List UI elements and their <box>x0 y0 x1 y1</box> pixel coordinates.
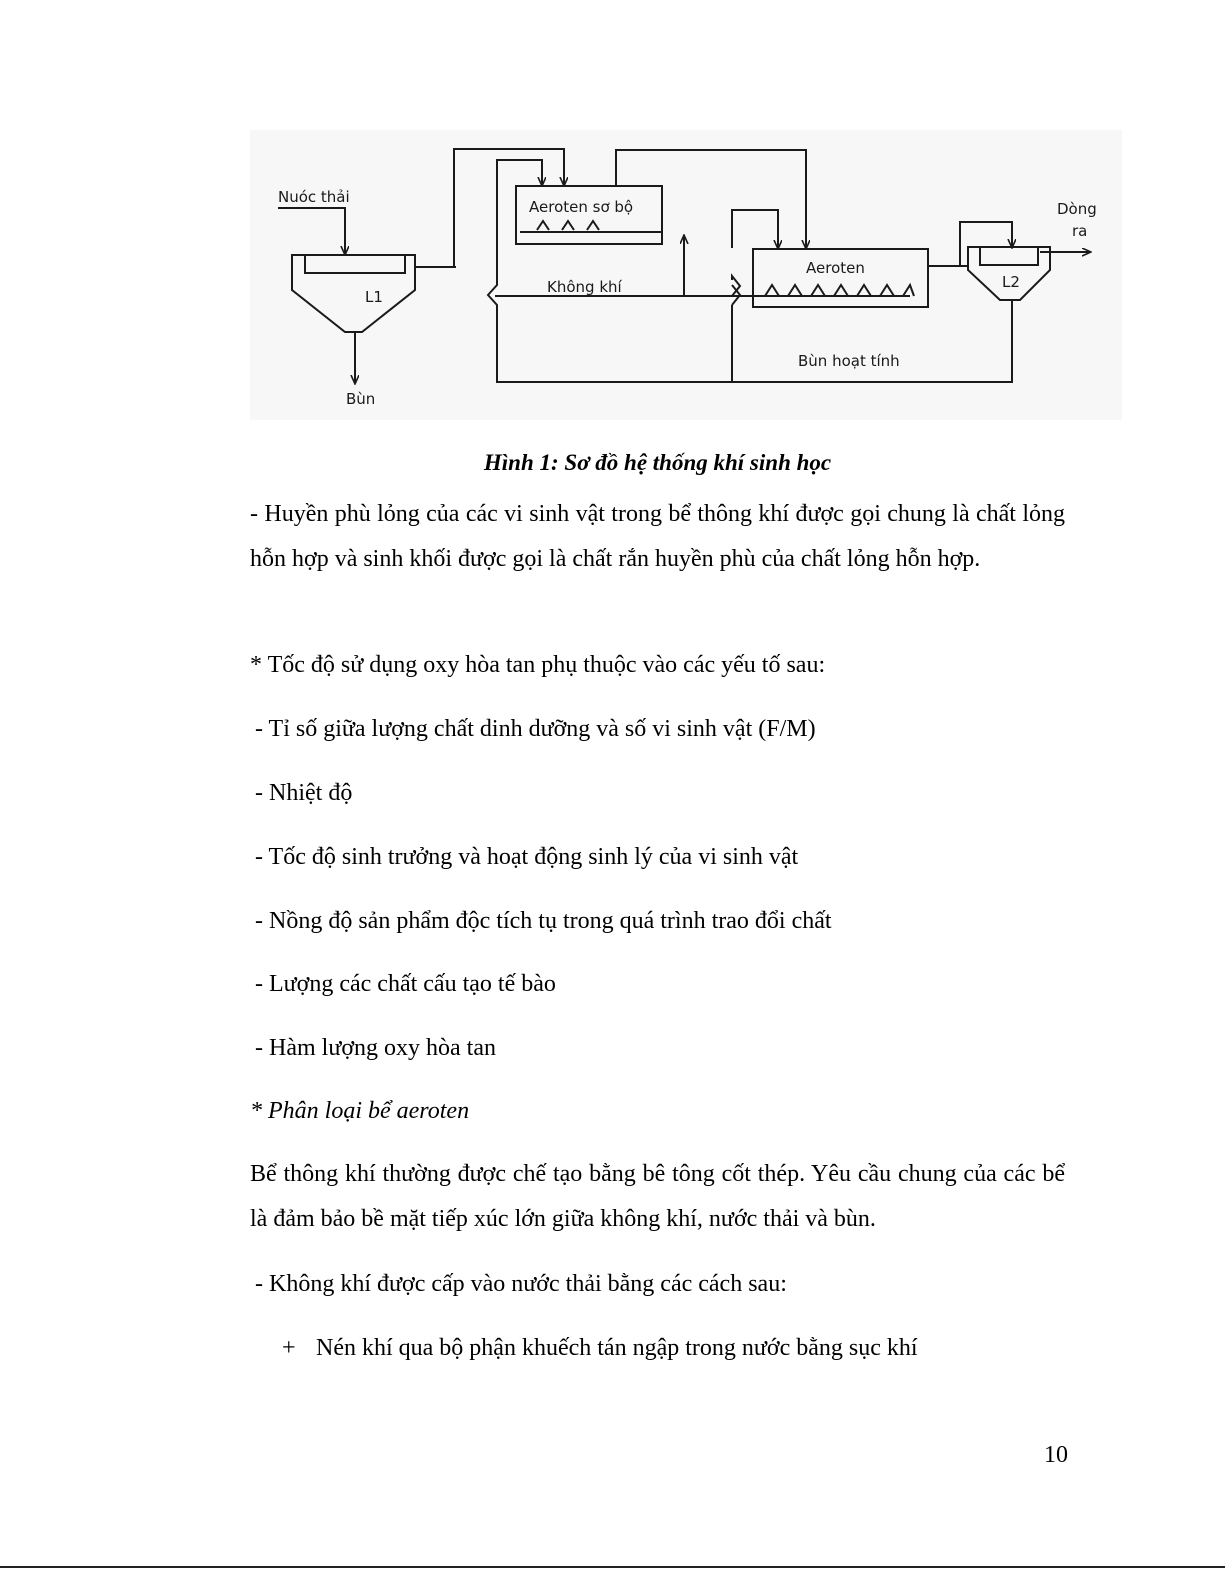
factor-item: - Nhiệt độ <box>255 780 353 806</box>
aeroten-feed-line <box>732 210 778 248</box>
process-diagram <box>250 130 1122 420</box>
factor-item: - Hàm lượng oxy hòa tan <box>255 1035 496 1061</box>
factor-item: - Tỉ số giữa lượng chất dinh dưỡng và số vi sinh vật (F/M) <box>255 716 816 742</box>
label-activated-sludge: Bùn hoạt tính <box>798 352 900 370</box>
label-aeroten: Aeroten <box>806 259 865 277</box>
bottom-rule <box>0 1566 1225 1568</box>
aeroten-diffusers <box>765 285 914 296</box>
tank-l1-shape <box>292 255 415 332</box>
tank-l1-inlet-box <box>305 255 405 273</box>
sludge-return-line <box>488 160 1012 382</box>
air-supply-item: Nén khí qua bộ phận khuếch tán ngập trong nước bằng sục khí <box>316 1335 918 1361</box>
label-l1: L1 <box>365 288 383 306</box>
aeroten-box <box>753 249 928 307</box>
factor-item: - Lượng các chất cấu tạo tế bào <box>255 971 556 997</box>
pre-aeroten-diffusers <box>537 221 599 230</box>
label-outflow-2: ra <box>1072 222 1088 240</box>
air-supply-heading: - Không khí được cấp vào nước thải bằng các cách sau: <box>255 1271 787 1297</box>
page-number: 10 <box>1044 1442 1068 1468</box>
factor-item: - Tốc độ sinh trưởng và hoạt động sinh lý của vi sinh vật <box>255 844 799 870</box>
bullet-plus: + <box>282 1335 296 1361</box>
label-l2: L2 <box>1002 273 1020 291</box>
label-air: Không khí <box>547 278 622 296</box>
inflow-line <box>278 208 345 254</box>
classification-heading: * Phân loại bể aeroten <box>250 1098 470 1124</box>
factor-item: - Nồng độ sản phẩm độc tích tụ trong quá trình trao đổi chất <box>255 908 832 934</box>
label-inflow: Nuóc thải <box>278 188 350 206</box>
label-pre-aeroten: Aeroten sơ bộ <box>529 198 634 216</box>
label-sludge: Bùn <box>346 390 376 408</box>
figure-caption: Hình 1: Sơ đồ hệ thống khí sinh học <box>483 450 832 475</box>
label-outflow-1: Dòng <box>1057 200 1097 218</box>
tank-l2-inlet-box <box>980 247 1038 265</box>
factors-heading: * Tốc độ sử dụng oxy hòa tan phụ thuộc vào các yếu tố sau: <box>250 652 826 678</box>
paragraph-tank-construction: Bể thông khí thường được chế tạo bằng bê tông cốt thép. Yêu cầu chung của các bể là đảm bảo bề mặt tiếp xúc lớn giữa không khí, nước thải và bùn. <box>250 1161 1065 1232</box>
paragraph-suspension: - Huyền phù lỏng của các vi sinh vật trong bể thông khí được gọi chung là chất lỏng hỗn hợp và sinh khối được gọi là chất rắn huyền phù của chất lỏng hỗn hợp. <box>250 501 1065 572</box>
